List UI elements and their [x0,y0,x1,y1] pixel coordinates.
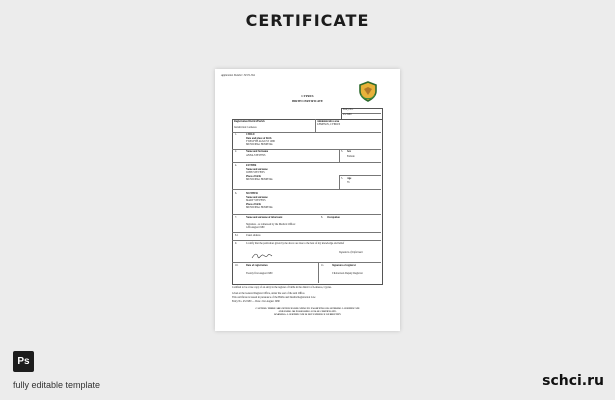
usual-address-label: Usual address [246,234,261,237]
certification-note-3: This certificate is issued in pursuance of the Births and Deaths Registration Law. [232,296,316,299]
mother-birthplace-label: Place of birth [246,203,261,206]
caution-line-3: WARNING: A CERTIFICATE IS NOT EVIDENCE OF IDENTITY [274,314,341,316]
informant-number: 7. [235,216,237,219]
entry-number-label: Entry No. [343,108,354,111]
certification-note-4: Entry No. 45/1980 — Date: 21st August 1980 [232,300,280,303]
registrar-name: J Robertson Deputy Registrar [332,272,363,275]
application-number: Application Number: 34572-564 [221,74,255,77]
certify-number: 9. [235,242,237,245]
administrative-area-label: Administrative area [317,120,340,123]
certificate-country: CYPRUS [301,94,314,98]
child-name-value: ANNA STEVENS [246,154,266,157]
certification-note-2: Given at the General Register Office, under the seal of the said Office. [232,292,306,295]
certification-note-1: Certified to be a true copy of an entry in the register of births in the district of Lemesos, Cyprus. [232,286,332,289]
father-section-heading: FATHER [246,164,257,167]
father-birthplace-label: Place of birth [246,175,261,178]
registrar-number: 11. [321,264,325,267]
coat-of-arms-emblem [357,80,379,102]
father-name-label: Name and surname [246,168,268,171]
registration-district-value: Jurisdiction: Lemesos [234,126,257,129]
certify-text: I certify that the particulars given by me above are true to the best of my knowledge and belief [246,242,345,245]
mother-birthplace-value: MUNICIPAL HOSPITAL [246,206,274,209]
father-section-number: 4. [235,164,237,167]
mother-section-heading: MOTHER [246,192,258,195]
child-name-number: 2. [235,150,237,153]
sex-value: Female [347,155,355,158]
photoshop-icon: Ps [13,351,34,372]
child-section-number: 1. [235,133,237,136]
child-dob-value: TWELFTH AUGUST 1980 [246,140,275,143]
template-tagline: fully editable template [13,380,101,390]
entry-number-value: 45/1980 [343,113,352,116]
mother-name-value: MARY STEVENS [246,199,266,202]
registration-district-label: Registration District/Parish [234,120,265,123]
registration-date-value: Twenty first August 1980 [246,272,273,275]
usual-address-number: 8.1 [235,234,239,237]
informant-date: 12th August 1980 [246,226,265,229]
caution-line-1: CAUTION: THERE ARE OFFENCES RELATING TO FALSIFYING OR ALTERING A CERTIFICATE [255,308,360,310]
sex-number: 3. [341,150,343,153]
sex-label: Sex [347,150,351,153]
informant-signature-label: Signature of Informant [339,251,363,254]
caution-line-2: AND USING OR POSSESSING A FALSE CERTIFICATE. [278,311,337,313]
informant-label: Name and surname of informant [246,216,283,219]
child-name-label: Name and Surname [246,150,269,153]
child-hospital: MUNICIPAL HOSPITAL [246,143,274,146]
administrative-area-value: LEMESOS, CYPRUS [317,123,341,126]
mother-section-number: 6. [235,192,237,195]
father-birthplace-value: MUNICIPAL HOSPITAL [246,178,274,181]
registrar-signature-label: Signature of registrar [332,264,356,267]
informant-value: Signature - as witnessed by the Medical Officer [246,223,296,226]
occupation-number: 8. [321,216,323,219]
registration-date-label: Date of registration [246,264,268,267]
child-dob-label: Date and place of birth [246,137,272,140]
informant-signature [251,252,273,260]
page-title: CERTIFICATE [245,11,370,30]
father-name-value: JOHN STEVENS [246,171,265,174]
age-label: Age [347,177,352,180]
registration-date-number: 10. [235,264,239,267]
certificate-document [215,69,400,331]
site-watermark: schci.ru [542,373,604,389]
child-section-heading: CHILD [246,133,255,136]
age-number: 5. [341,177,343,180]
mother-name-label: Name and surname [246,196,268,199]
occupation-label: Occupation [327,216,340,219]
certificate-title: BIRTH CERTIFICATE [292,99,323,103]
age-value: 35 [347,181,350,184]
